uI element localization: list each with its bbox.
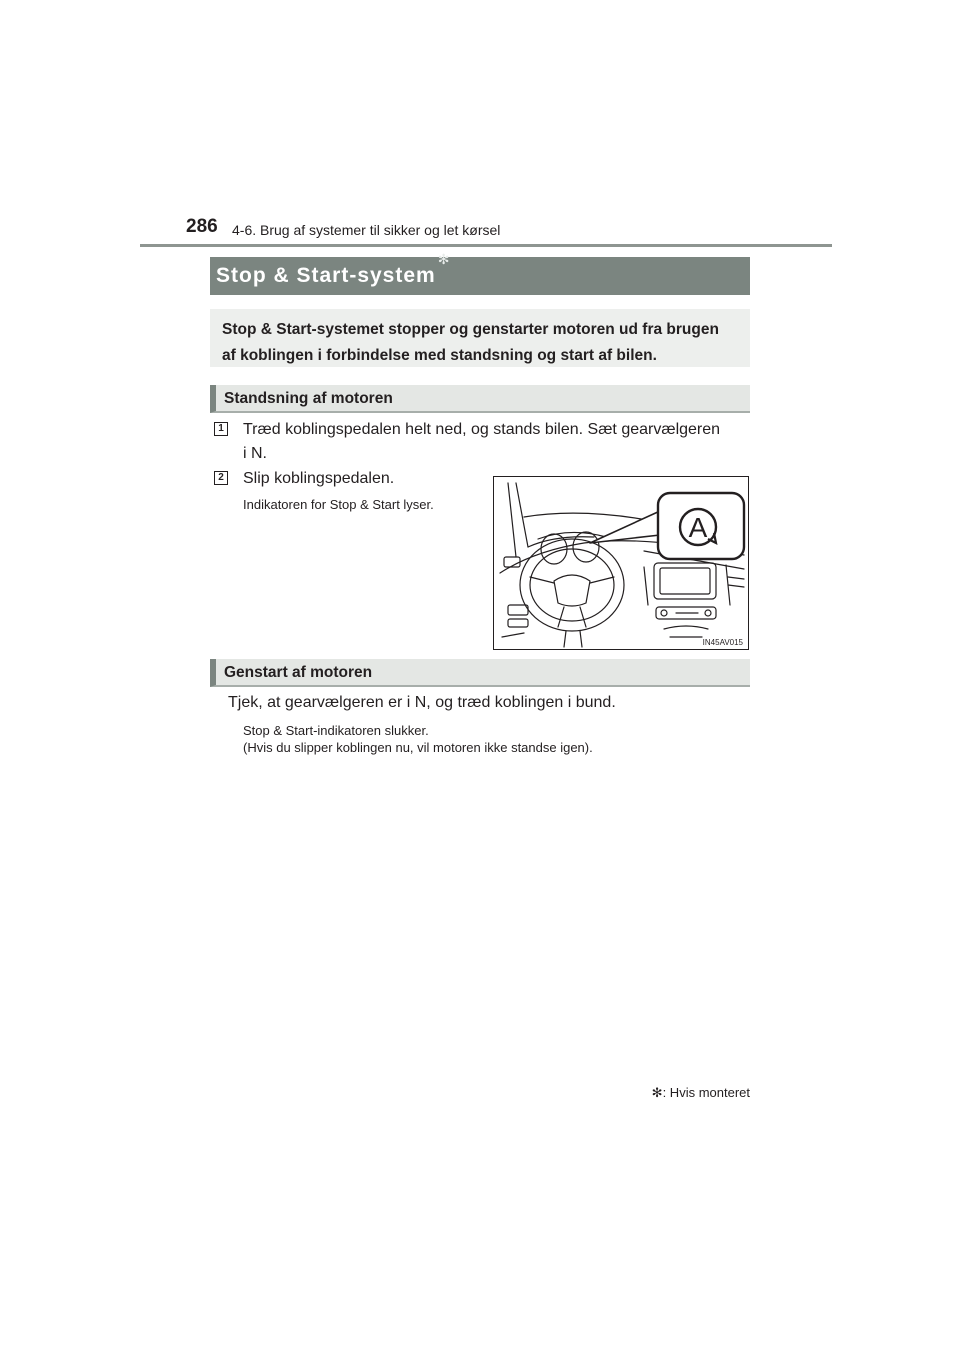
- section-path: 4-6. Brug af systemer til sikker og let kørsel: [232, 222, 501, 238]
- page-number: 286: [186, 216, 218, 237]
- heading-standsning: Standsning af motoren: [210, 385, 750, 413]
- title-asterisk-icon: ✻: [437, 251, 450, 267]
- callout-letter: A: [688, 512, 708, 543]
- dashboard-figure: [493, 476, 749, 650]
- footnote: [652, 1085, 750, 1101]
- heading-genstart: Genstart af motoren: [210, 659, 750, 687]
- page-title: Stop & Start-system: [216, 264, 436, 287]
- restart-note-line-1: Stop & Start-indikatoren slukker.: [243, 723, 429, 738]
- step-2-note: Indikatoren for Stop & Start lyser.: [243, 497, 434, 512]
- footnote-text: : Hvis monteret: [662, 1085, 750, 1100]
- step-1-line-2: i N.: [243, 445, 267, 462]
- title-bar: [210, 251, 750, 295]
- footnote-asterisk-icon: ✻: [651, 1085, 663, 1100]
- restart-note-line-2: (Hvis du slipper koblingen nu, vil motoren ikke standse igen).: [243, 740, 593, 755]
- intro-line-2: af koblingen i forbindelse med standsning og start af bilen.: [222, 347, 657, 364]
- intro-line-1: Stop & Start-systemet stopper og genstarter motoren ud fra brugen: [222, 321, 719, 338]
- step-badge-2: 2: [214, 471, 228, 485]
- figure-code: IN45AV015: [702, 638, 743, 647]
- step-2-text: Slip koblingspedalen.: [243, 470, 395, 487]
- header-rule: [140, 244, 832, 247]
- step-1-line-1: Træd koblingspedalen helt ned, og stands bilen. Sæt gearvælgeren: [243, 421, 721, 438]
- step-1-text: [243, 418, 753, 466]
- step-badge-1: 1: [214, 422, 228, 436]
- restart-text: Tjek, at gearvælgeren er i N, og træd koblingen i bund.: [228, 694, 616, 711]
- intro-box: [210, 309, 750, 367]
- restart-note: [243, 722, 593, 756]
- dashboard-illustration: [494, 477, 748, 649]
